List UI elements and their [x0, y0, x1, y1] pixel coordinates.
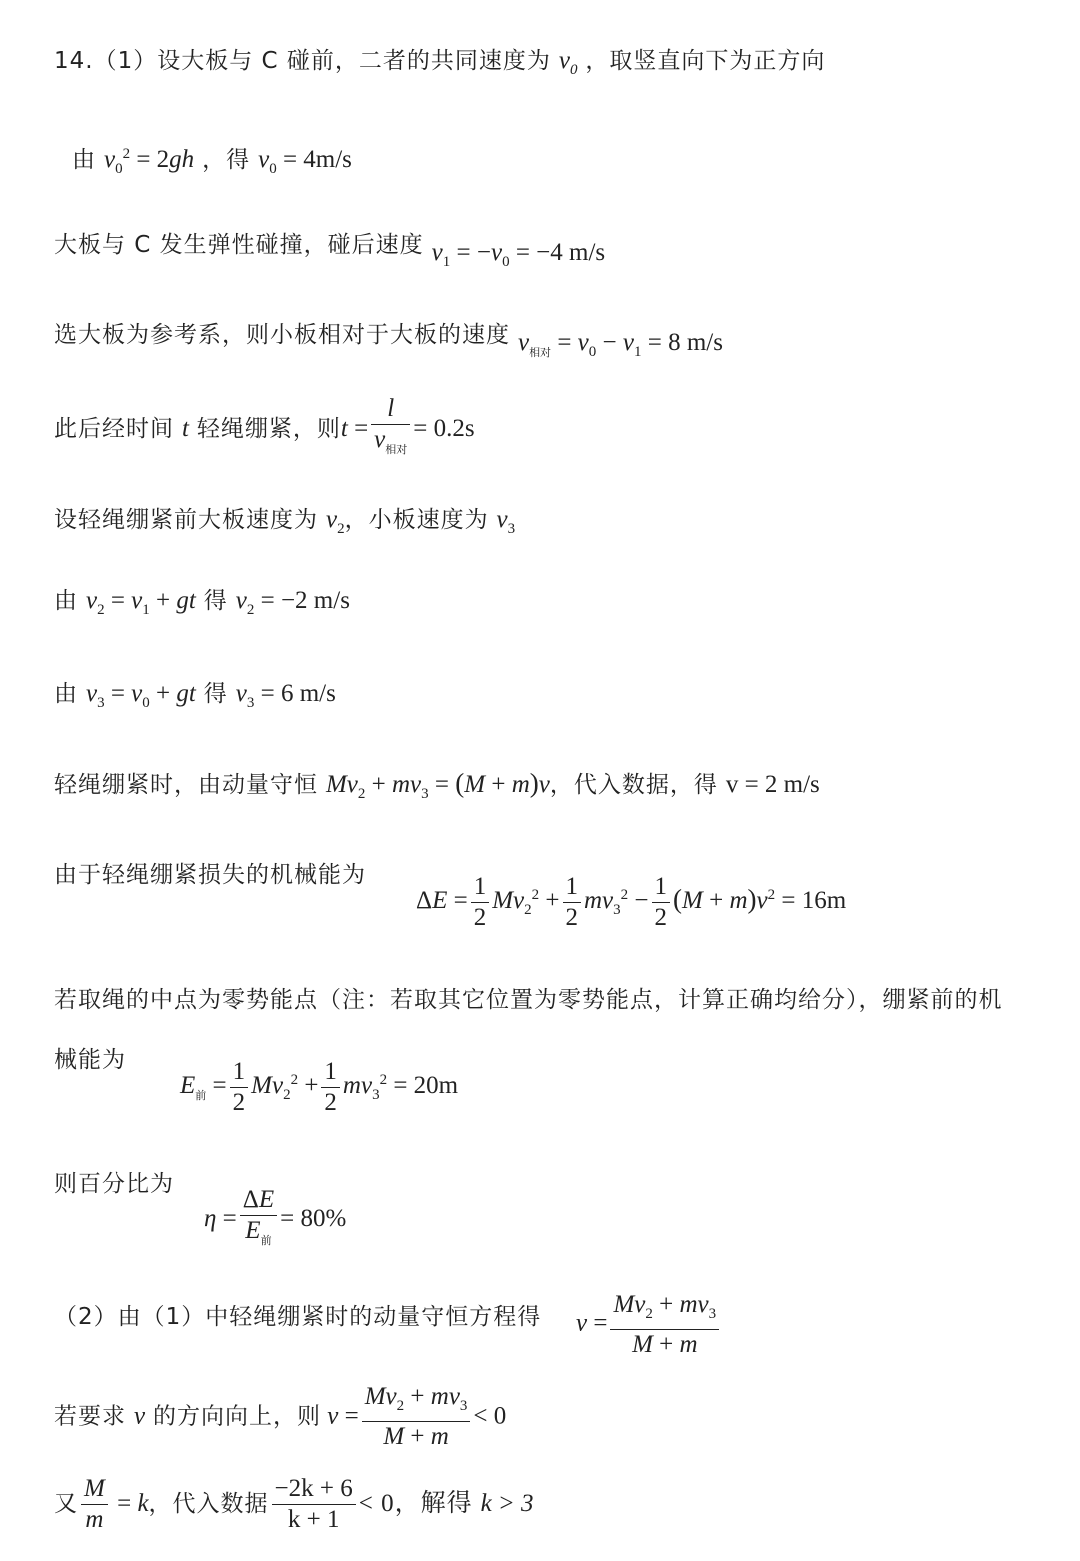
- line-8: [54, 677, 336, 719]
- subscript: 相对: [529, 346, 552, 359]
- value: = 0.2s: [413, 415, 475, 442]
- formula: $v_0$: [558, 47, 578, 78]
- value: k > 3: [480, 1490, 534, 1517]
- var-v: v: [133, 1402, 146, 1430]
- value: = 80%: [280, 1205, 347, 1233]
- formula: $v_3 = v_0$ + gt: [85, 680, 196, 711]
- line-10: [54, 858, 366, 891]
- line-11: [54, 983, 1003, 1016]
- line-16: 又 $\frac{M}{m}$ = k，代入数据 $\frac{-2k + 6}{k + 1}$ < 0，解得 k > 3: [54, 1475, 534, 1533]
- line-12: [54, 1043, 126, 1076]
- text: 又: [54, 1491, 78, 1517]
- text: 由于轻绳绷紧损失的机械能为: [54, 862, 366, 888]
- value: v = 2 m/s: [725, 771, 820, 798]
- formula: $v_0^2 = 2gh$: [103, 146, 195, 177]
- text: ，得: [202, 147, 251, 173]
- var-t: t: [181, 415, 189, 442]
- formula: $v_2 = v_1$ + gt: [85, 587, 196, 618]
- value: = 4m/s: [282, 146, 352, 173]
- formula: $Mv_2 + mv_3 = (M + m)v$: [325, 768, 550, 802]
- text: 若要求: [54, 1403, 126, 1430]
- e-before-formula: $E_前$ = $\frac{1}{2}$ $Mv_2^2$ + $\frac{1}{2}$ $mv_3^2 = 20m$: [180, 1058, 459, 1116]
- text: 若取绳的中点为零势能点（注：若取其它位置为零势能点，计算正确均给分），绷紧前的机: [54, 987, 1003, 1013]
- delta-e-formula: ΔE = $\frac{1}{2}$ $Mv_2^2$ + $\frac{1}{2}$ $mv_3^2$ − $\frac{1}{2}$ $(M + m)v^2 = 16m$: [416, 873, 847, 931]
- line-15: 若要求 v 的方向向上，则 v = $\frac{Mv_2 + mv_3}{M + m}$ < 0: [54, 1383, 507, 1450]
- text: 则百分比为: [54, 1171, 174, 1197]
- text: 由: [54, 681, 78, 707]
- text: 选大板为参考系，则小板相对于大板的速度: [54, 322, 510, 348]
- text: 得: [203, 588, 228, 614]
- line-1: [54, 44, 825, 86]
- value: < 0: [473, 1402, 507, 1430]
- text: ，代入数据: [148, 1491, 269, 1517]
- formula: $v_{相对} = v_0 - v_1 = 8$ m/s: [517, 329, 723, 360]
- text: 由: [72, 147, 96, 173]
- formula: $v_1 = -v_0 = -4$ m/s: [431, 239, 606, 270]
- text: ，取竖直向下为正方向: [585, 48, 826, 74]
- line-5: 此后经时间 t 轻绳绷紧，则t = $\frac{l}{v_{相对}}$ = 0.2s: [54, 394, 475, 465]
- line-13: [54, 1167, 174, 1200]
- value: = 16m: [781, 887, 847, 915]
- formula: $v_2 = -2$ m/s: [235, 587, 350, 618]
- value: = 8 m/s: [647, 329, 723, 356]
- text: ，代入数据，得: [549, 772, 718, 798]
- formula: $v_3 = 6$ m/s: [235, 680, 336, 711]
- line-7: [54, 584, 350, 626]
- line-2: [72, 138, 352, 185]
- text: 14.（1）设大板与 C 碰前，二者的共同速度为: [54, 48, 551, 74]
- text: 械能为: [54, 1047, 126, 1073]
- line-6: 设轻绳绷紧前大板速度为 $v_2$，小板速度为 $v_3$: [54, 506, 516, 537]
- eta-formula: η = $\frac{\Delta E}{E_前}$ = 80%: [204, 1186, 347, 1247]
- line-4: [54, 318, 723, 361]
- value: = 20m: [393, 1072, 459, 1100]
- v-formula: v = $\frac{Mv_2 + mv_3}{M + m}$: [576, 1290, 722, 1360]
- text: 大板与 C 发生弹性碰撞，碰后速度: [54, 232, 424, 258]
- text: 由: [54, 588, 78, 614]
- value: = −4 m/s: [515, 239, 606, 266]
- text: 得: [203, 681, 228, 707]
- formula: $v_0 = 4m/s$: [258, 146, 352, 177]
- text: （2）由（1）中轻绳绷紧时的动量守恒方程得: [54, 1304, 542, 1330]
- text: < 0，解得: [358, 1490, 473, 1517]
- text: 的方向向上，则: [153, 1403, 322, 1430]
- text: 此后经时间: [54, 416, 174, 442]
- text: 轻绳绷紧时，由动量守恒: [54, 772, 318, 798]
- text: 轻绳绷紧，则: [196, 416, 341, 442]
- line-9: [54, 767, 820, 810]
- text: ，小板速度为: [344, 507, 489, 533]
- text: 设轻绳绷紧前大板速度为: [54, 507, 318, 533]
- fraction: $\frac{l}{v_{相对}}$: [371, 394, 410, 465]
- line-3: [54, 228, 605, 270]
- line-14: [54, 1300, 541, 1333]
